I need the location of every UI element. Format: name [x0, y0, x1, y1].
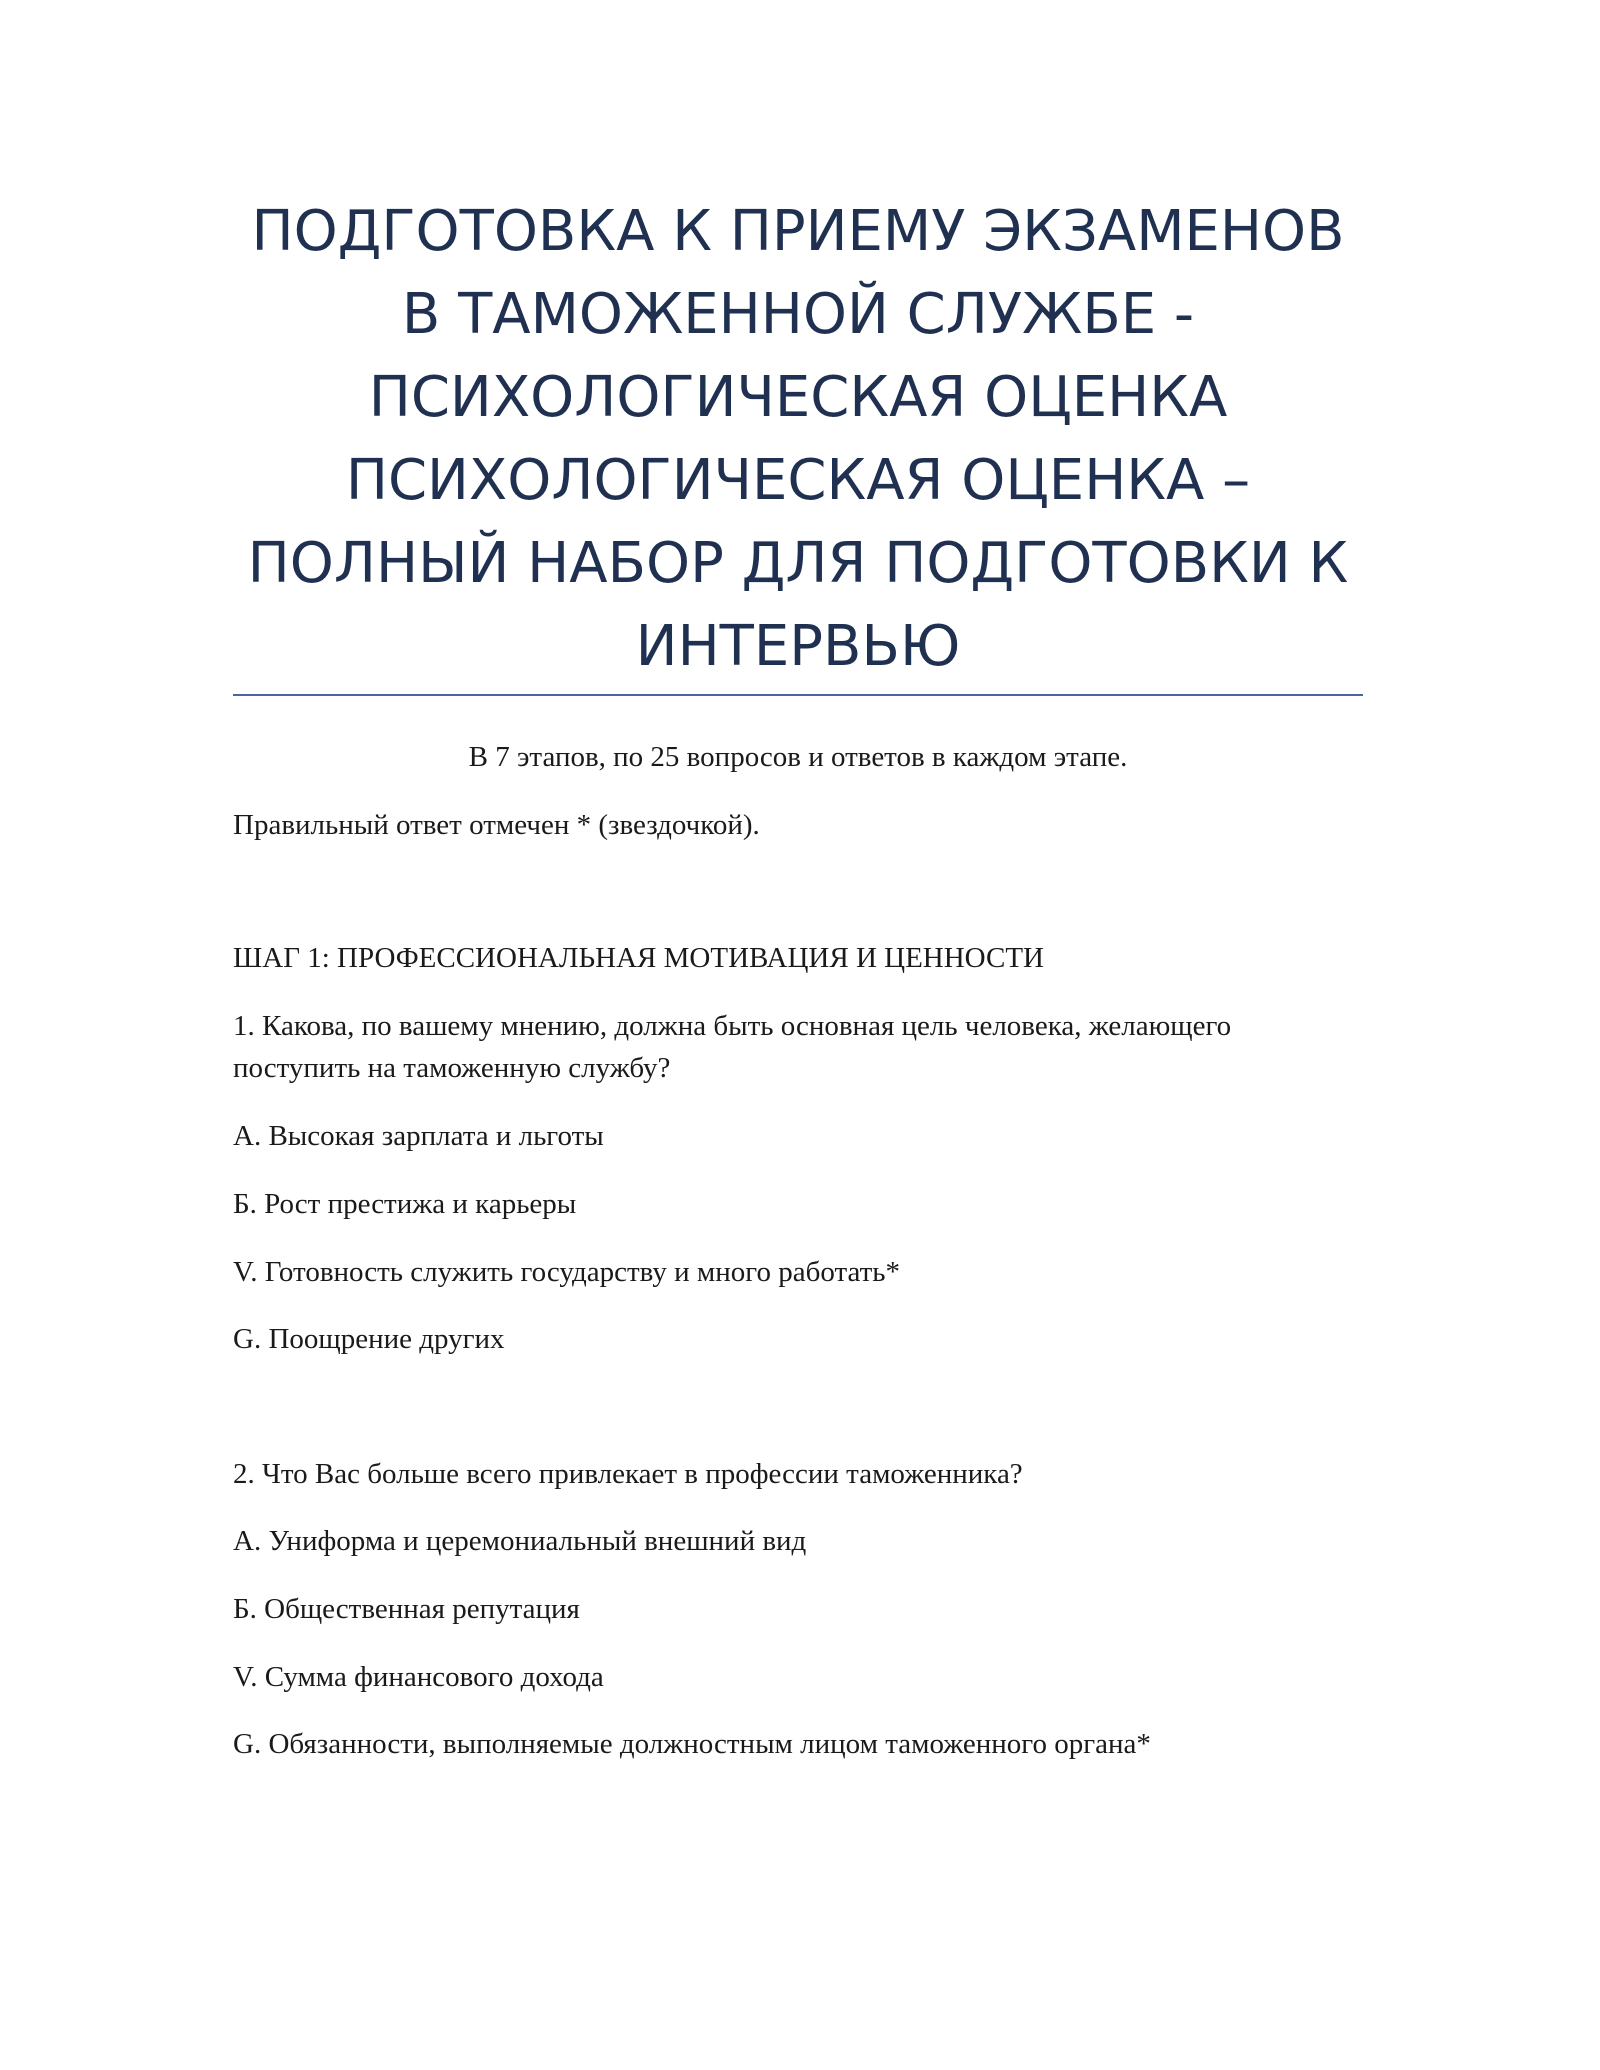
question-2-answer-v: V. Сумма финансового дохода [233, 1661, 604, 1693]
title-underline-divider [233, 694, 1363, 696]
correct-answer-note: Правильный ответ отмечен * (звездочкой). [233, 809, 760, 841]
title-line: ИНТЕРВЬЮ [635, 614, 961, 679]
question-2-answer-a: A. Униформа и церемониальный внешний вид [233, 1525, 807, 1557]
question-2-answer-g: G. Обязанности, выполняемые должностным лицом таможенного органа* [233, 1728, 1151, 1760]
subtitle: В 7 этапов, по 25 вопросов и ответов в каждом этапе. [468, 741, 1128, 773]
question-1-answer-b: Б. Рост престижа и карьеры [233, 1188, 577, 1220]
title-line: ПОДГОТОВКА К ПРИЕМУ ЭКЗАМЕНОВ [251, 199, 1345, 264]
title-line: ПОЛНЫЙ НАБОР ДЛЯ ПОДГОТОВКИ К [247, 531, 1349, 596]
question-1-text-line-1: 1. Какова, по вашему мнению, должна быть основная цель человека, желающего [233, 1010, 1232, 1042]
title-line: В ТАМОЖЕННОЙ СЛУЖБЕ - [401, 282, 1195, 347]
question-2-answer-b: Б. Общественная репутация [233, 1593, 580, 1625]
question-1-answer-a: A. Высокая зарплата и льготы [233, 1120, 604, 1152]
document-title [233, 190, 1363, 688]
question-2-text: 2. Что Вас больше всего привлекает в профессии таможенника? [233, 1458, 1023, 1490]
question-1-text-line-2: поступить на таможенную службу? [233, 1052, 671, 1084]
question-1-answer-g: G. Поощрение других [233, 1323, 505, 1355]
question-1-answer-v: V. Готовность служить государству и много работать* [233, 1256, 900, 1288]
title-line: ПСИХОЛОГИЧЕСКАЯ ОЦЕНКА – [345, 448, 1251, 513]
title-line: ПСИХОЛОГИЧЕСКАЯ ОЦЕНКА [368, 365, 1228, 430]
step-heading: ШАГ 1: ПРОФЕССИОНАЛЬНАЯ МОТИВАЦИЯ И ЦЕННОСТИ [233, 942, 1044, 974]
